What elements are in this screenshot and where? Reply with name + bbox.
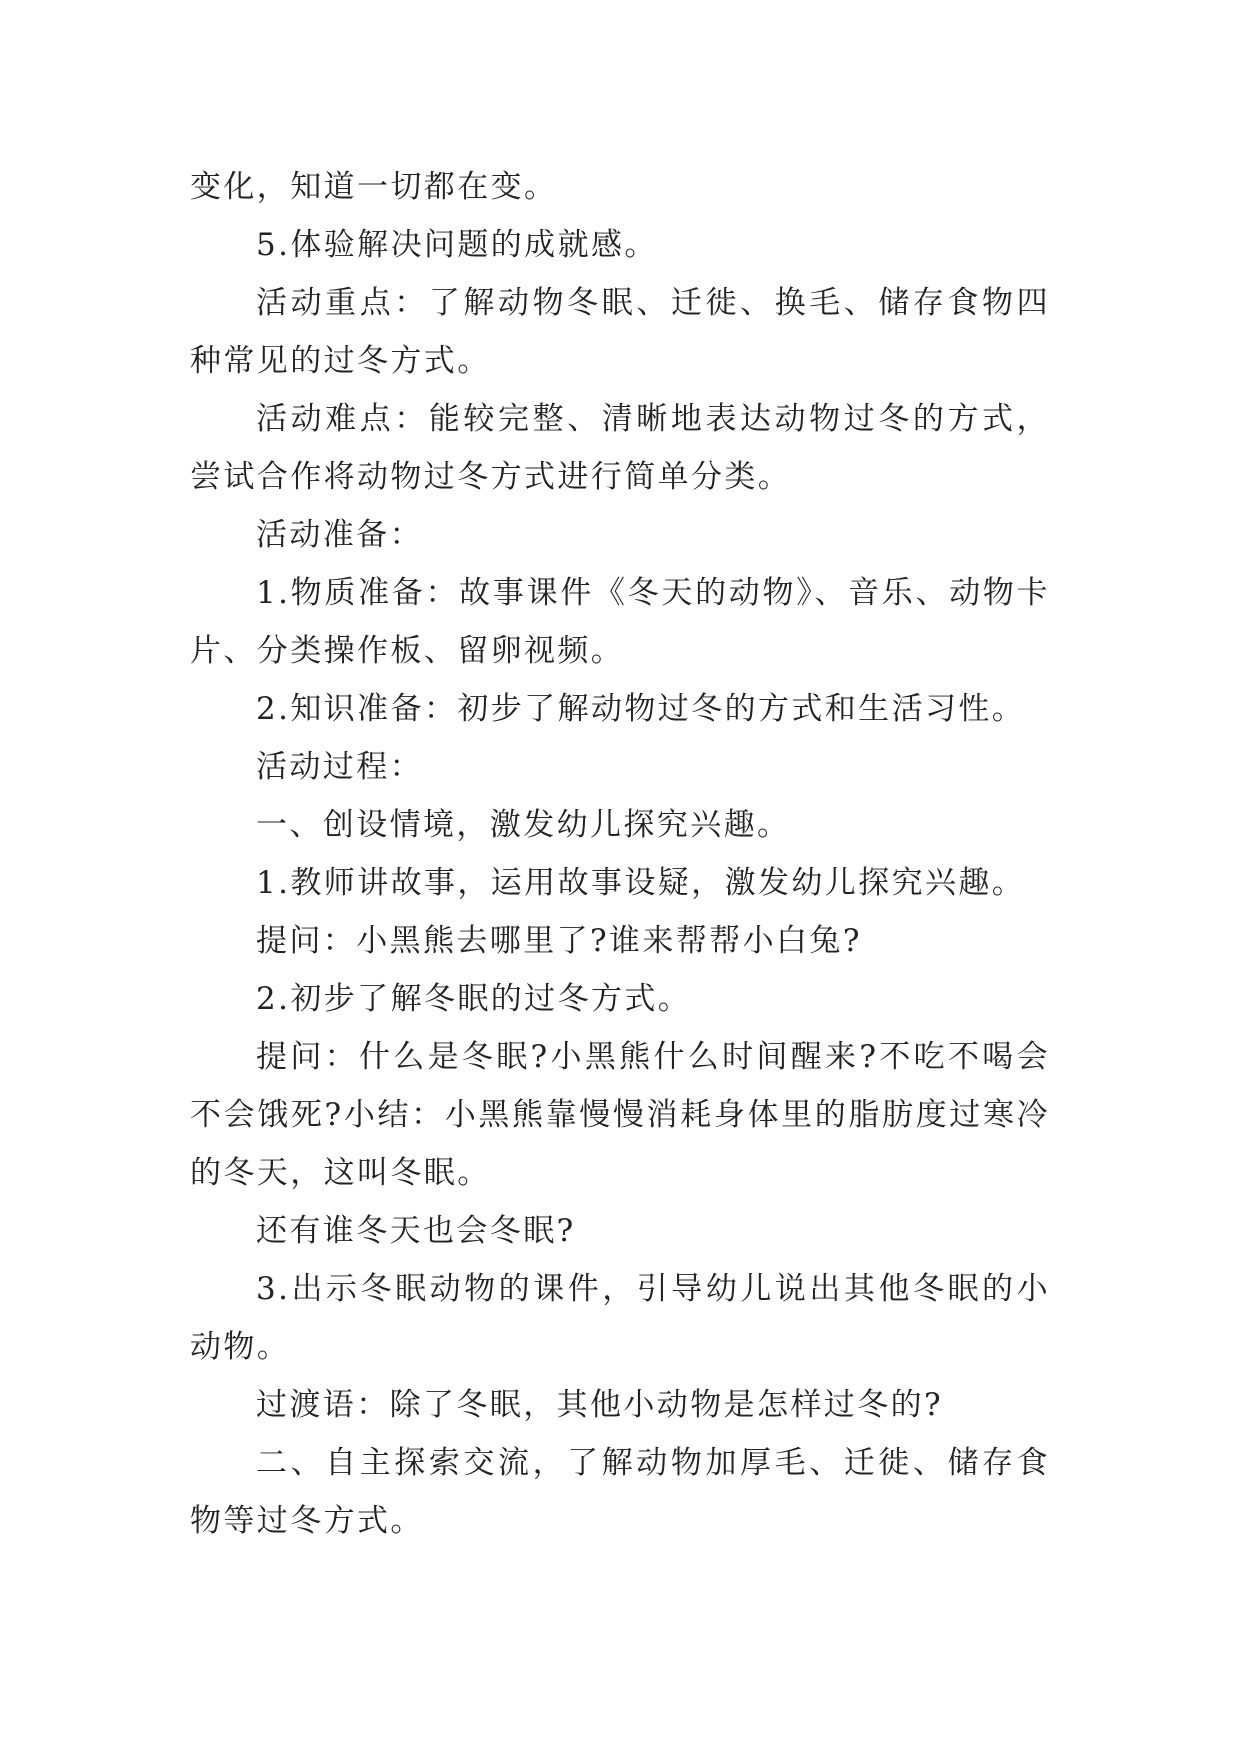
paragraph: 5.体验解决问题的成就感。 xyxy=(256,227,658,263)
paragraph: 提问：什么是冬眠?小黑熊什么时间醒来?不吃不喝会不会饿死?小结：小黑熊靠慢慢消耗身体里的脂肪度过寒冷的冬天，这叫冬眠。 xyxy=(190,1039,1050,1191)
document-body xyxy=(190,158,1050,1550)
paragraph: 过渡语：除了冬眠，其他小动物是怎样过冬的? xyxy=(256,1387,944,1423)
paragraph: 一、创设情境，激发幼儿探究兴趣。 xyxy=(256,807,791,843)
paragraph: 活动准备： xyxy=(256,517,423,553)
paragraph: 活动难点：能较完整、清晰地表达动物过冬的方式，尝试合作将动物过冬方式进行简单分类。 xyxy=(190,401,1050,495)
paragraph: 1.教师讲故事，运用故事设疑，激发幼儿探究兴趣。 xyxy=(256,865,1026,901)
paragraph: 活动过程： xyxy=(256,749,423,785)
paragraph: 2.知识准备：初步了解动物过冬的方式和生活习性。 xyxy=(256,691,1026,727)
paragraph: 变化，知道一切都在变。 xyxy=(190,169,558,205)
paragraph: 3.出示冬眠动物的课件，引导幼儿说出其他冬眠的小动物。 xyxy=(190,1271,1050,1365)
paragraph: 提问：小黑熊去哪里了?谁来帮帮小白兔? xyxy=(256,923,862,959)
paragraph: 还有谁冬天也会冬眠? xyxy=(256,1213,576,1249)
paragraph: 1.物质准备：故事课件《冬天的动物》、音乐、动物卡片、分类操作板、留卵视频。 xyxy=(190,575,1050,669)
paragraph: 二、自主探索交流，了解动物加厚毛、迁徙、储存食物等过冬方式。 xyxy=(190,1445,1050,1539)
paragraph: 活动重点：了解动物冬眠、迁徙、换毛、储存食物四种常见的过冬方式。 xyxy=(190,285,1050,379)
paragraph: 2.初步了解冬眠的过冬方式。 xyxy=(256,981,692,1017)
